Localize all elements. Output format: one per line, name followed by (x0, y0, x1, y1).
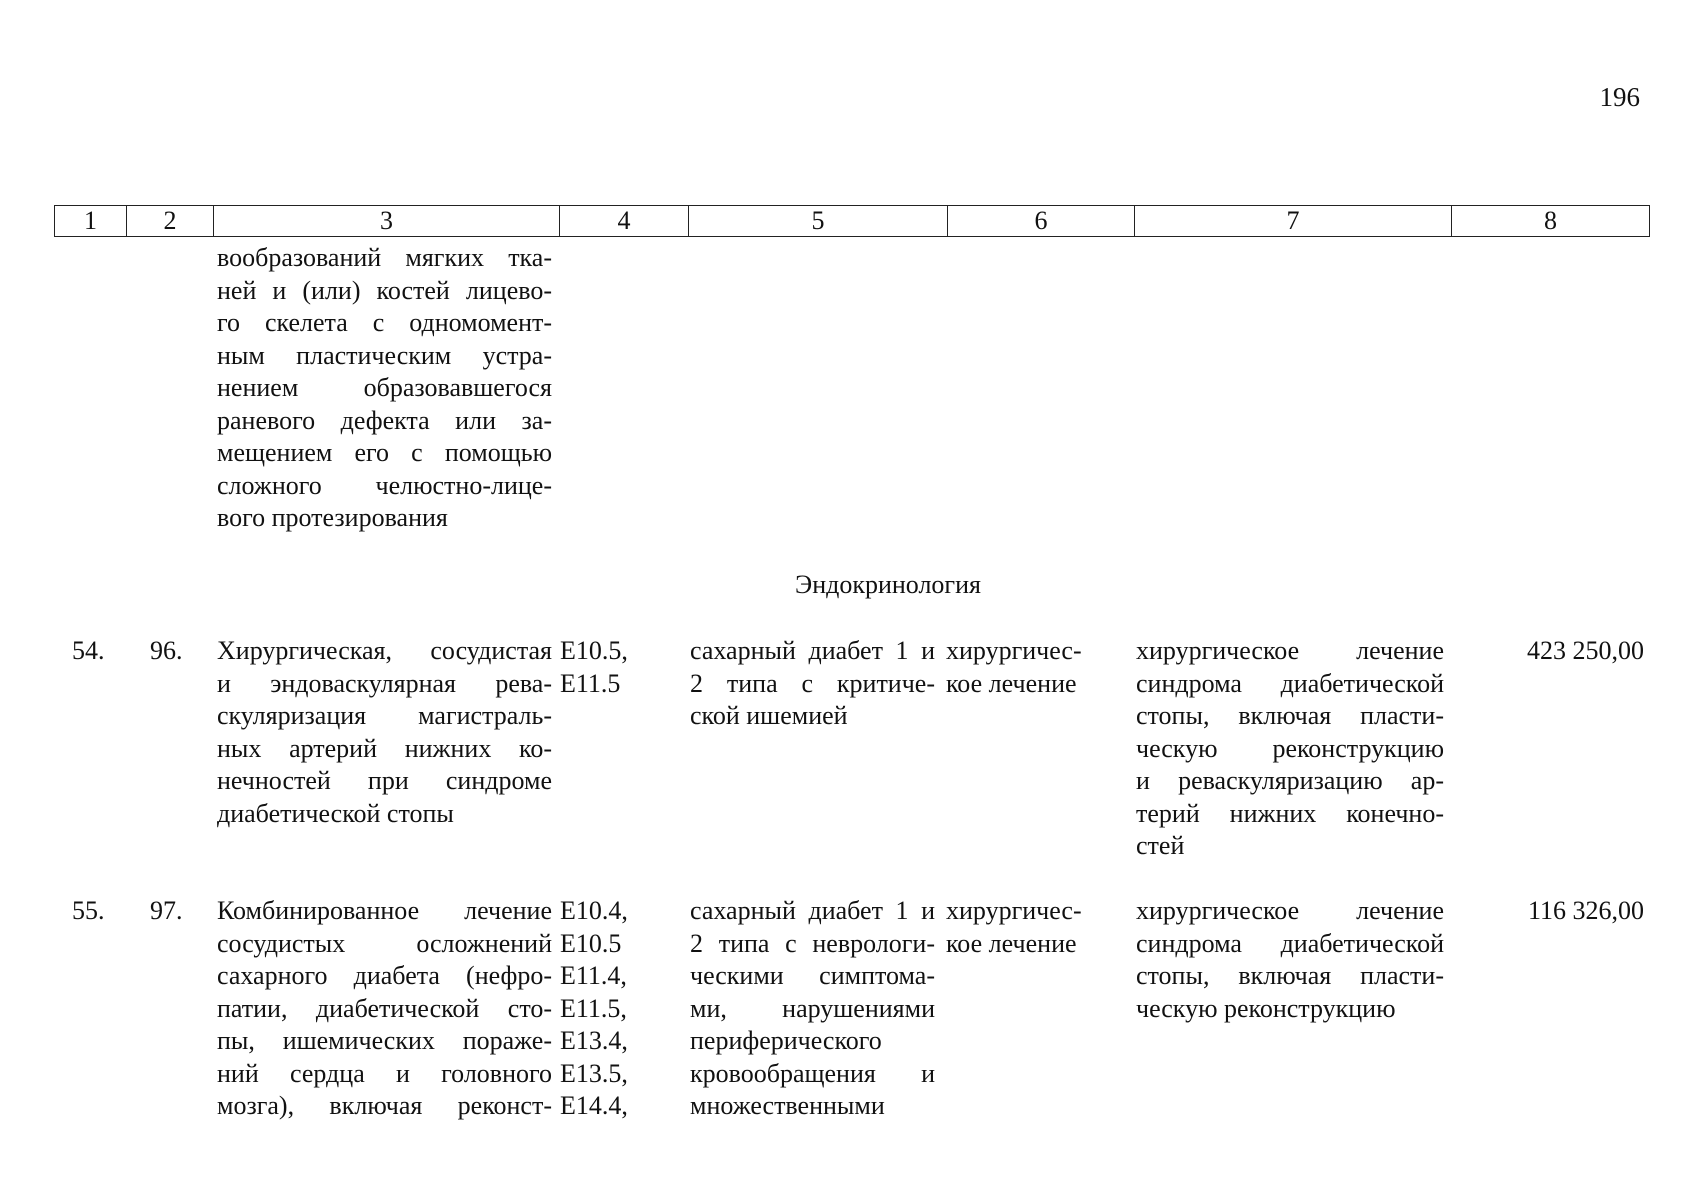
text-line: 2 типа с критиче- (690, 668, 935, 698)
icd-code: E11.5 (560, 668, 621, 698)
header-col-5: 5 (689, 206, 948, 237)
text-line: мещением его с помощью (217, 438, 552, 467)
header-col-3: 3 (214, 206, 560, 237)
header-col-8: 8 (1452, 206, 1650, 237)
text-line: хирургическое лечение (1136, 896, 1444, 925)
text-line: ней и (или) костей лицево- (217, 275, 552, 305)
icd-code: E10.5, (560, 636, 628, 665)
header-col-7: 7 (1135, 206, 1452, 237)
text-line: ческими симптома- (690, 961, 935, 990)
text-line: вого протезирования (217, 503, 448, 532)
icd-code: E13.5, (560, 1058, 628, 1088)
text-line: го скелета с одномомент- (217, 308, 552, 337)
text-line: мозга), включая реконст- (217, 1091, 552, 1120)
text-line: ческую реконструкцию (1136, 993, 1396, 1023)
text-line: синдрома диабетической (1136, 668, 1444, 698)
row-number: 55. (72, 896, 105, 925)
text-line: сосудистых осложнений (217, 928, 552, 958)
text-line: ным пластическим устра- (217, 340, 552, 370)
row-codes (560, 895, 640, 1123)
row-codes (560, 635, 640, 700)
text-line: терий нижних конечно- (1136, 798, 1444, 828)
icd-code: E14.4, (560, 1091, 628, 1120)
row-number: 54. (72, 636, 105, 665)
text-line: кое лечение (946, 668, 1077, 698)
text-line: кровообращения и (690, 1058, 935, 1088)
icd-code: E10.4, (560, 896, 628, 925)
row-name (217, 635, 552, 830)
text-line: скуляризация магистраль- (217, 701, 552, 730)
text-line: множественными (690, 1091, 885, 1120)
row-subnumber: 96. (150, 636, 183, 665)
text-line: ний сердца и головного (217, 1058, 552, 1088)
row-method (1136, 635, 1444, 863)
text-line: ных артерий нижних ко- (217, 733, 552, 763)
header-col-4: 4 (560, 206, 689, 237)
text-line: ской ишемией (690, 701, 848, 730)
text-line: стопы, включая пласти- (1136, 961, 1444, 990)
section-title: Эндокринология (795, 570, 981, 599)
row-treatment-type (946, 635, 1096, 700)
header-col-2: 2 (127, 206, 214, 237)
text-line: стопы, включая пласти- (1136, 701, 1444, 730)
icd-code: E11.5, (560, 993, 627, 1023)
text-line: сахарный диабет 1 и (690, 896, 935, 925)
text-line: Комбинированное лечение (217, 896, 552, 925)
text-line: синдрома диабетической (1136, 928, 1444, 958)
text-line: патии, диабетической сто- (217, 993, 552, 1023)
row-name (217, 895, 552, 1123)
icd-code: E10.5 (560, 928, 622, 958)
text-line: хирургичес- (946, 636, 1082, 665)
text-line: 2 типа с неврологи- (690, 928, 935, 958)
row-treatment-type (946, 895, 1096, 960)
icd-code: E13.4, (560, 1026, 628, 1055)
row-price: 116 326,00 (1527, 896, 1644, 925)
text-line: вообразований мягких тка- (217, 243, 552, 272)
text-line: нечностей при синдроме (217, 766, 552, 795)
row-price: 423 250,00 (1527, 636, 1644, 665)
text-line: ческую реконструкцию (1136, 733, 1444, 763)
row-diagnosis (690, 895, 935, 1123)
text-line: пы, ишемических пораже- (217, 1026, 552, 1055)
text-line: нением образовавшегося (217, 373, 552, 402)
text-line: кое лечение (946, 928, 1077, 958)
text-line: сахарный диабет 1 и (690, 636, 935, 665)
header-col-1: 1 (55, 206, 127, 237)
icd-code: E11.4, (560, 961, 627, 990)
text-line: Хирургическая, сосудистая (217, 636, 552, 665)
text-line: хирургическое лечение (1136, 636, 1444, 665)
text-line: стей (1136, 831, 1185, 860)
page-number: 196 (1599, 82, 1640, 112)
text-line: хирургичес- (946, 896, 1082, 925)
text-line: сахарного диабета (нефро- (217, 961, 552, 990)
text-line: диабетической стопы (217, 798, 454, 828)
text-line: периферического (690, 1026, 882, 1055)
row-method (1136, 895, 1444, 1025)
text-line: сложного челюстно-лице- (217, 470, 552, 500)
continuation-text (217, 242, 552, 535)
table-header (54, 205, 1650, 237)
row-diagnosis (690, 635, 935, 733)
row-subnumber: 97. (150, 896, 183, 925)
header-col-6: 6 (948, 206, 1135, 237)
text-line: ми, нарушениями (690, 993, 935, 1023)
text-line: и эндоваскулярная рева- (217, 668, 552, 698)
text-line: и реваскуляризацию ар- (1136, 766, 1444, 795)
text-line: раневого дефекта или за- (217, 405, 552, 435)
